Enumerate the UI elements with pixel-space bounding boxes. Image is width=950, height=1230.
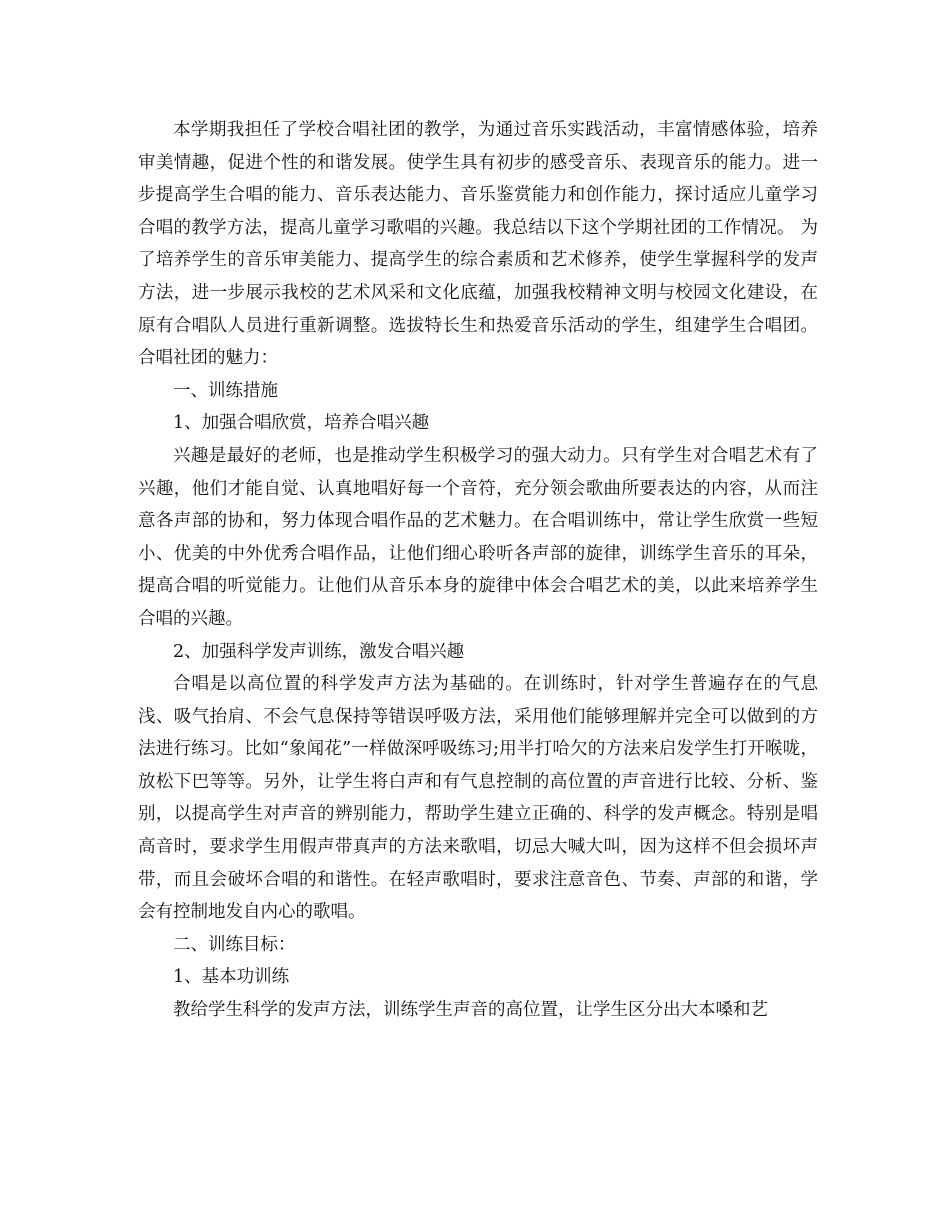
basic-skills-paragraph: 教给学生科学的发声方法，训练学生声音的高位置，让学生区分出大本嗓和艺 (173, 1000, 768, 1021)
subheading-vocal-training: 2、加强科学发声训练，激发合唱兴趣 (173, 641, 465, 662)
appreciation-paragraph: 兴趣是最好的老师，也是推动学生积极学习的强大动力。只有学生对合唱艺术有了兴趣，他们才能自觉、认真地唱好每一个音符，充分领会歌曲所要表达的内容，从而注意各声部的协和，努力体现合唱作品的艺术魅力。在合唱训练中，常让学生欣赏一些短小、优美的中外优秀合唱作品，让他们细心聆听各声部的旋律，训练学生音乐的耳朵，提高合唱的听觉能力。让他们从音乐本身的旋律中体会合唱艺术的美，以此来培养学生合唱的兴趣。 (138, 445, 818, 629)
section-heading-training-measures: 一、训练措施 (173, 380, 278, 401)
subheading-basic-skills: 1、基本功训练 (173, 967, 290, 988)
intro-paragraph: 本学期我担任了学校合唱社团的教学，为通过音乐实践活动，丰富情感体验，培养审美情趣，促进个性的和谐发展。使学生具有初步的感受音乐、表现音乐的能力。进一步提高学生合唱的能力、音乐表达能力、音乐鉴赏能力和创作能力，探讨适应儿童学习合唱的教学方法，提高儿童学习歌唱的兴趣。我总结以下这个学期社团的工作情况。 为了培养学生的音乐审美能力、提高学生的综合素质和艺术修养，使学生掌握科学的发声方法，进一步展示我校的艺术风采和文化底蕴，加强我校精神文明与校园文化建设，在原有合唱队人员进行重新调整。选拔特长生和热爱音乐活动的学生，组建学生合唱团。 合唱社团的魅力： (138, 120, 818, 369)
vocal-training-paragraph: 合唱是以高位置的科学发声方法为基础的。在训练时，针对学生普遍存在的气息浅、吸气抬肩、不会气息保持等错误呼吸方法，采用他们能够理解并完全可以做到的方法进行练习。比如“象闻花”一样做深呼吸练习;用半打哈欠的方法来启发学生打开喉咙，放松下巴等等。另外，让学生将白声和有气息控制的高位置的声音进行比较、分析、鉴别，以提高学生对声音的辨别能力，帮助学生建立正确的、科学的发声概念。特别是唱高音时，要求学生用假声带真声的方法来歌唱，切忌大喊大叫，因为这样不但会损坏声带，而且会破坏合唱的和谐性。在轻声歌唱时，要求注意音色、节奏、声部的和谐，学会有控制地发自内心的歌唱。 (138, 674, 818, 923)
section-heading-training-goals: 二、训练目标： (173, 934, 296, 955)
document-body (138, 114, 818, 1027)
subheading-appreciation: 1、加强合唱欣赏，培养合唱兴趣 (173, 413, 430, 434)
